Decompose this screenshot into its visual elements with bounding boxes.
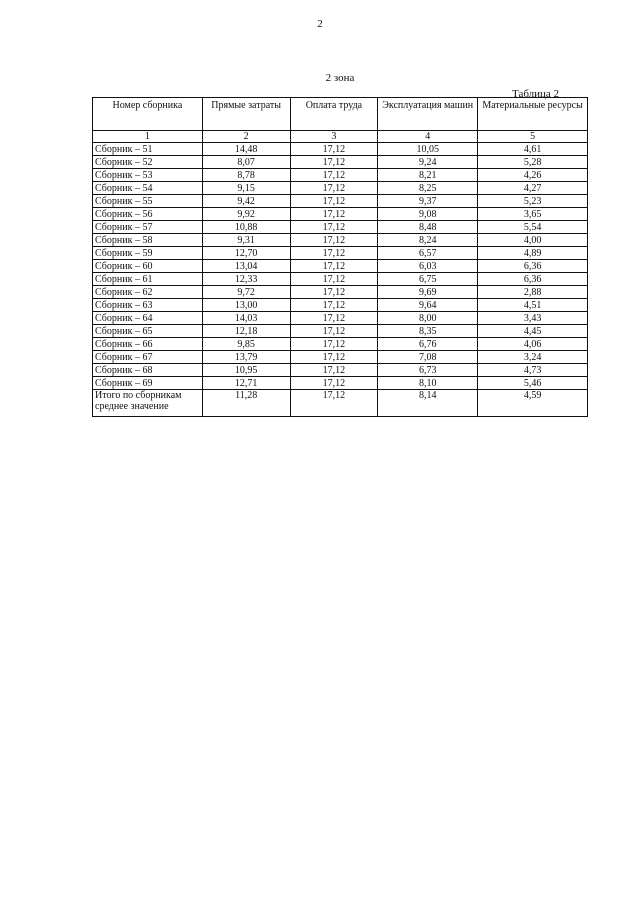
machine-operation-cell: 9,69 xyxy=(378,286,478,299)
collection-name-cell: Сборник – 68 xyxy=(93,364,203,377)
column-number: 1 xyxy=(93,131,203,143)
collection-name-cell: Сборник – 54 xyxy=(93,182,203,195)
table-body xyxy=(93,131,588,417)
labor-costs-cell: 17,12 xyxy=(290,273,378,286)
column-header-direct-costs: Прямые затраты xyxy=(202,98,290,131)
direct-costs-cell: 13,04 xyxy=(202,260,290,273)
table-row xyxy=(93,364,588,377)
machine-operation-cell: 6,03 xyxy=(378,260,478,273)
direct-costs-cell: 8,07 xyxy=(202,156,290,169)
collection-name-cell: Сборник – 65 xyxy=(93,325,203,338)
collection-name-cell: Сборник – 52 xyxy=(93,156,203,169)
direct-costs-cell: 13,00 xyxy=(202,299,290,312)
machine-operation-cell: 9,24 xyxy=(378,156,478,169)
labor-costs-cell: 17,12 xyxy=(290,143,378,156)
collection-name-cell: Сборник – 55 xyxy=(93,195,203,208)
machine-operation-cell: 7,08 xyxy=(378,351,478,364)
table-row xyxy=(93,143,588,156)
labor-costs-cell: 17,12 xyxy=(290,169,378,182)
direct-costs-cell: 9,92 xyxy=(202,208,290,221)
column-header-machine-operation: Эксплуатация машин xyxy=(378,98,478,131)
table-row xyxy=(93,299,588,312)
material-resources-cell: 4,27 xyxy=(478,182,588,195)
table-row xyxy=(93,273,588,286)
table-row xyxy=(93,221,588,234)
material-resources-cell: 4,00 xyxy=(478,234,588,247)
column-number-row xyxy=(93,131,588,143)
collection-name-cell: Сборник – 64 xyxy=(93,312,203,325)
labor-costs-cell: 17,12 xyxy=(290,299,378,312)
table-row xyxy=(93,377,588,390)
column-header-labor-costs: Оплата труда xyxy=(290,98,378,131)
direct-costs-cell: 10,95 xyxy=(202,364,290,377)
table-header-row xyxy=(93,98,588,131)
direct-costs-cell: 9,42 xyxy=(202,195,290,208)
table-row xyxy=(93,286,588,299)
collection-name-cell: Сборник – 57 xyxy=(93,221,203,234)
labor-costs-cell: 17,12 xyxy=(290,312,378,325)
material-resources-cell: 5,23 xyxy=(478,195,588,208)
column-number: 3 xyxy=(290,131,378,143)
material-resources-cell: 5,46 xyxy=(478,377,588,390)
collection-name-cell: Сборник – 67 xyxy=(93,351,203,364)
direct-costs-cell: 9,15 xyxy=(202,182,290,195)
column-number: 4 xyxy=(378,131,478,143)
machine-operation-cell: 8,48 xyxy=(378,221,478,234)
material-resources-cell: 6,36 xyxy=(478,260,588,273)
material-resources-cell: 3,65 xyxy=(478,208,588,221)
labor-costs-cell: 17,12 xyxy=(290,377,378,390)
labor-costs-cell: 17,12 xyxy=(290,247,378,260)
direct-costs-cell: 12,33 xyxy=(202,273,290,286)
material-resources-cell: 4,89 xyxy=(478,247,588,260)
collection-name-cell: Сборник – 62 xyxy=(93,286,203,299)
machine-operation-cell: 9,64 xyxy=(378,299,478,312)
labor-costs-cell: 17,12 xyxy=(290,221,378,234)
collection-name-cell: Сборник – 66 xyxy=(93,338,203,351)
direct-costs-cell: 14,48 xyxy=(202,143,290,156)
total-row xyxy=(93,390,588,417)
collection-name-cell: Сборник – 61 xyxy=(93,273,203,286)
direct-costs-cell: 12,18 xyxy=(202,325,290,338)
table-row xyxy=(93,234,588,247)
direct-costs-cell: 12,71 xyxy=(202,377,290,390)
labor-costs-cell: 17,12 xyxy=(290,351,378,364)
table-row xyxy=(93,260,588,273)
column-header-collection-number: Номер сборника xyxy=(93,98,203,131)
labor-costs-cell: 17,12 xyxy=(290,286,378,299)
collection-name-cell: Сборник – 63 xyxy=(93,299,203,312)
collection-name-cell: Сборник – 58 xyxy=(93,234,203,247)
labor-costs-cell: 17,12 xyxy=(290,338,378,351)
machine-operation-cell: 6,73 xyxy=(378,364,478,377)
labor-costs-cell: 17,12 xyxy=(290,234,378,247)
table-row xyxy=(93,208,588,221)
table-row xyxy=(93,325,588,338)
table-row xyxy=(93,351,588,364)
table-row xyxy=(93,195,588,208)
column-number: 5 xyxy=(478,131,588,143)
machine-operation-cell: 8,35 xyxy=(378,325,478,338)
collection-name-cell: Сборник – 51 xyxy=(93,143,203,156)
column-number: 2 xyxy=(202,131,290,143)
machine-operation-total-cell: 8,14 xyxy=(378,390,478,417)
table-row xyxy=(93,169,588,182)
column-header-material-resources: Материальные ресурсы xyxy=(478,98,588,131)
machine-operation-cell: 8,24 xyxy=(378,234,478,247)
machine-operation-cell: 8,25 xyxy=(378,182,478,195)
machine-operation-cell: 6,76 xyxy=(378,338,478,351)
material-resources-cell: 4,51 xyxy=(478,299,588,312)
zone-title: 2 зона xyxy=(325,72,355,84)
material-resources-cell: 6,36 xyxy=(478,273,588,286)
table-row xyxy=(93,312,588,325)
table-row xyxy=(93,338,588,351)
material-resources-cell: 4,61 xyxy=(478,143,588,156)
table-caption: Таблица 2 xyxy=(512,88,560,100)
machine-operation-cell: 8,21 xyxy=(378,169,478,182)
direct-costs-cell: 8,78 xyxy=(202,169,290,182)
data-table xyxy=(92,97,588,417)
machine-operation-cell: 9,08 xyxy=(378,208,478,221)
direct-costs-cell: 12,70 xyxy=(202,247,290,260)
machine-operation-cell: 10,05 xyxy=(378,143,478,156)
machine-operation-cell: 6,75 xyxy=(378,273,478,286)
material-resources-cell: 5,54 xyxy=(478,221,588,234)
direct-costs-total-cell: 11,28 xyxy=(202,390,290,417)
table-row xyxy=(93,247,588,260)
direct-costs-cell: 9,31 xyxy=(202,234,290,247)
material-resources-cell: 4,26 xyxy=(478,169,588,182)
machine-operation-cell: 6,57 xyxy=(378,247,478,260)
machine-operation-cell: 8,10 xyxy=(378,377,478,390)
direct-costs-cell: 9,85 xyxy=(202,338,290,351)
labor-costs-cell: 17,12 xyxy=(290,260,378,273)
collection-name-cell: Сборник – 59 xyxy=(93,247,203,260)
labor-costs-cell: 17,12 xyxy=(290,325,378,338)
material-resources-cell: 4,45 xyxy=(478,325,588,338)
table-row xyxy=(93,156,588,169)
machine-operation-cell: 9,37 xyxy=(378,195,478,208)
labor-costs-cell: 17,12 xyxy=(290,182,378,195)
material-resources-cell: 2,88 xyxy=(478,286,588,299)
material-resources-cell: 3,24 xyxy=(478,351,588,364)
material-resources-total-cell: 4,59 xyxy=(478,390,588,417)
table-row xyxy=(93,182,588,195)
material-resources-cell: 4,06 xyxy=(478,338,588,351)
labor-costs-total-cell: 17,12 xyxy=(290,390,378,417)
machine-operation-cell: 8,00 xyxy=(378,312,478,325)
collection-name-cell: Сборник – 53 xyxy=(93,169,203,182)
material-resources-cell: 4,73 xyxy=(478,364,588,377)
labor-costs-cell: 17,12 xyxy=(290,208,378,221)
collection-name-cell: Сборник – 56 xyxy=(93,208,203,221)
collection-name-cell: Сборник – 69 xyxy=(93,377,203,390)
labor-costs-cell: 17,12 xyxy=(290,195,378,208)
direct-costs-cell: 13,79 xyxy=(202,351,290,364)
direct-costs-cell: 14,03 xyxy=(202,312,290,325)
collection-name-cell: Сборник – 60 xyxy=(93,260,203,273)
direct-costs-cell: 9,72 xyxy=(202,286,290,299)
material-resources-cell: 5,28 xyxy=(478,156,588,169)
material-resources-cell: 3,43 xyxy=(478,312,588,325)
page-number: 2 xyxy=(317,18,323,30)
direct-costs-cell: 10,88 xyxy=(202,221,290,234)
labor-costs-cell: 17,12 xyxy=(290,364,378,377)
total-label-cell: Итого по сборникам среднее значение xyxy=(93,390,203,417)
labor-costs-cell: 17,12 xyxy=(290,156,378,169)
